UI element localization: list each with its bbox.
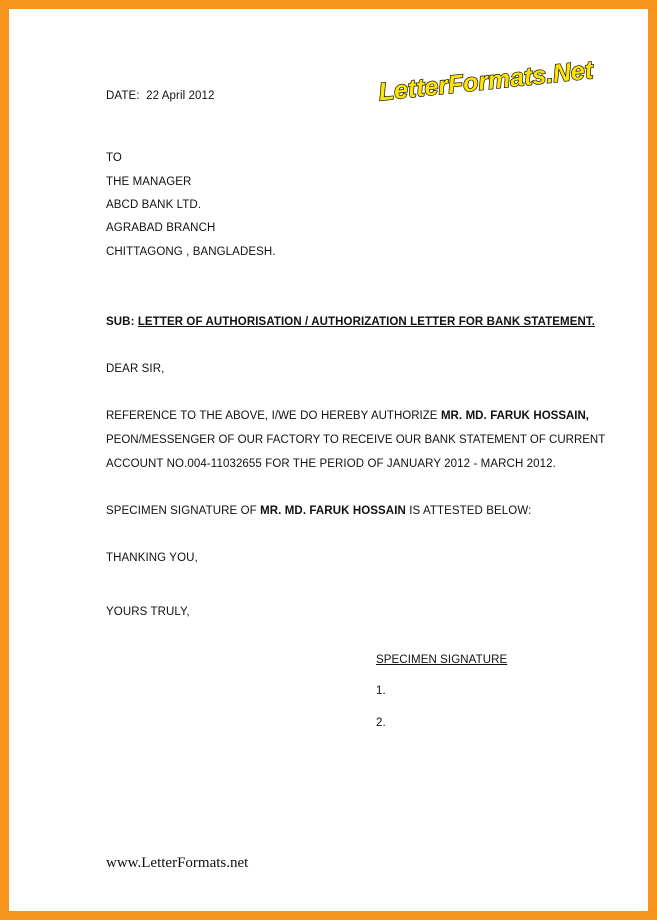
subject-text: LETTER OF AUTHORISATION / AUTHORIZATION LETTER FOR BANK STATEMENT. <box>137 316 596 328</box>
salutation: DEAR SIR, <box>106 363 165 375</box>
letterformats-logo <box>374 56 595 107</box>
subject-label: SUB: <box>106 316 135 328</box>
footer-url: www.LetterFormats.net <box>106 855 249 871</box>
authorized-person-name: MR. MD. FARUK HOSSAIN <box>440 410 586 422</box>
recipient-line-4: CHITTAGONG , BANGLADESH. <box>106 246 276 258</box>
date-label: DATE: <box>106 90 140 102</box>
signature-heading: SPECIMEN SIGNATURE <box>376 654 508 666</box>
logo-text: LetterFormats.Net <box>377 56 595 107</box>
date-line <box>106 89 215 103</box>
specimen-line <box>106 504 531 518</box>
signature-item-2: 2. <box>376 717 386 729</box>
recipient-to: TO <box>106 152 122 164</box>
body-line-2: PEON/MESSENGER OF OUR FACTORY TO RECEIVE OUR BANK STATEMENT OF CURRENT <box>106 434 606 446</box>
specimen-name: MR. MD. FARUK HOSSAIN <box>260 505 406 517</box>
closing-thanking: THANKING YOU, <box>106 552 198 564</box>
specimen-prefix: SPECIMEN SIGNATURE OF <box>106 505 257 517</box>
recipient-line-1: THE MANAGER <box>106 176 192 188</box>
subject-line <box>106 315 595 329</box>
body-line-1-text: REFERENCE TO THE ABOVE, I/WE DO HEREBY AUTHORIZE <box>106 410 438 422</box>
specimen-suffix: IS ATTESTED BELOW: <box>409 505 532 517</box>
closing-yours-truly: YOURS TRULY, <box>106 606 190 618</box>
recipient-line-2: ABCD BANK LTD. <box>106 199 202 211</box>
body-line-3: ACCOUNT NO.004-11032655 FOR THE PERIOD OF JANUARY 2012 - MARCH 2012. <box>106 458 556 470</box>
signature-item-1: 1. <box>376 685 386 697</box>
body-line-1 <box>106 409 589 423</box>
date-value: 22 April 2012 <box>146 90 215 102</box>
body-line-1-comma: , <box>585 410 589 422</box>
recipient-line-3: AGRABAD BRANCH <box>106 222 216 234</box>
